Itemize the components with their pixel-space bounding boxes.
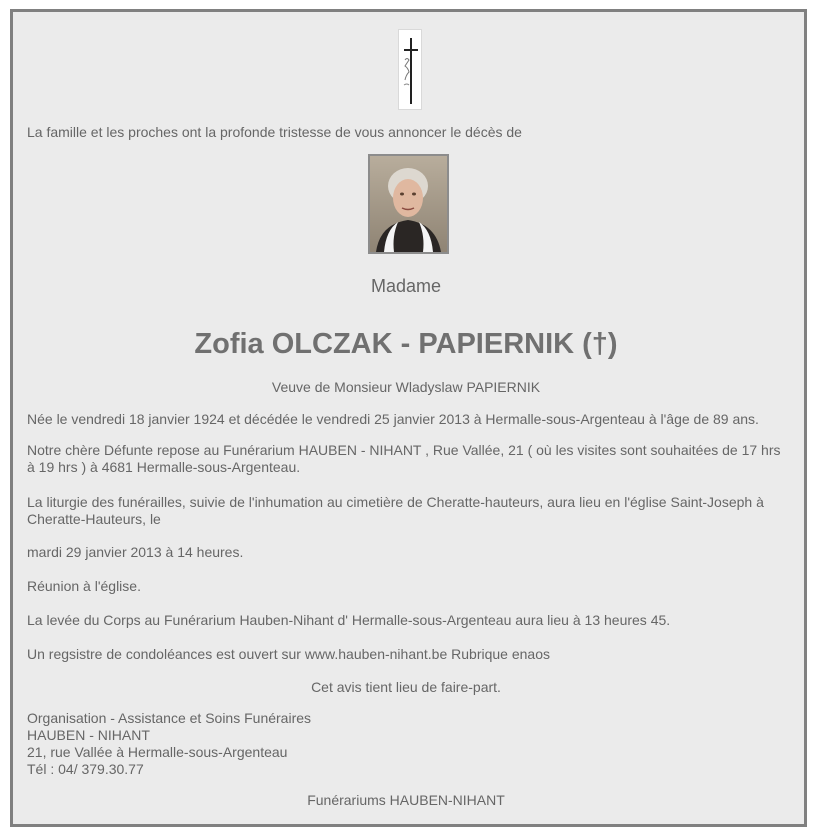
footer-text: Funérariums HAUBEN-NIHANT <box>307 792 505 808</box>
rests-text: Notre chère Défunte repose au Funérarium HAUBEN - NIHANT , Rue Vallée, 21 ( où les visites sont souhaitées de 17 hrs à 19 hrs ) à 4681 Hermalle-sous-Argenteau. <box>27 442 781 475</box>
org-line-1: Organisation - Assistance et Soins Funéraires <box>27 710 312 726</box>
levee-text: La levée du Corps au Funérarium Hauben-Nihant d' Hermalle-sous-Argenteau aura lieu à 13 heures 45. <box>27 612 671 628</box>
widow-text: Veuve de Monsieur Wladyslaw PAPIERNIK <box>271 379 541 395</box>
obituary-frame <box>10 9 807 827</box>
org-line-3: 21, rue Vallée à Hermalle-sous-Argenteau <box>27 744 288 760</box>
register-text: Un regsistre de condoléances est ouvert sur www.hauben-nihant.be Rubrique enaos <box>27 646 550 662</box>
intro-text: La famille et les proches ont la profonde tristesse de vous annoncer le décès de <box>27 124 522 140</box>
cross-icon <box>398 29 422 110</box>
title-madame: Madame <box>370 276 442 296</box>
organisation-block <box>27 710 785 778</box>
portrait-photo <box>368 154 449 254</box>
org-line-4: Tél : 04/ 379.30.77 <box>27 761 144 777</box>
org-line-2: HAUBEN - NIHANT <box>27 727 150 743</box>
notice-text: Cet avis tient lieu de faire-part. <box>311 679 501 695</box>
birth-death-text: Née le vendredi 18 janvier 1924 et décédée le vendredi 25 janvier 2013 à Hermalle-sous-Argenteau à l'âge de 89 ans. <box>27 411 759 427</box>
deceased-name: Zofia OLCZAK - PAPIERNIK (†) <box>194 328 618 360</box>
liturgy-text: La liturgie des funérailles, suivie de l'inhumation au cimetière de Cheratte-hauteurs, aura lieu en l'église Saint-Joseph à Cheratte-Hauteurs, le <box>27 494 764 527</box>
funeral-date: mardi 29 janvier 2013 à 14 heures. <box>27 544 244 560</box>
meeting-text: Réunion à l'église. <box>27 578 141 594</box>
